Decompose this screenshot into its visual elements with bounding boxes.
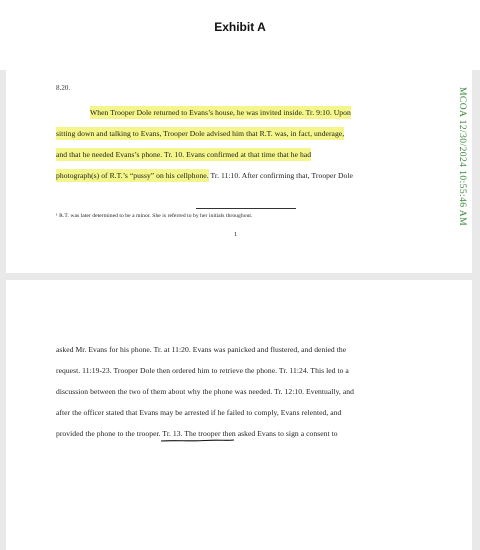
body-line-2 [56,129,344,138]
highlighted-text: sitting down and talking to Evans, Trooper Dole advised him that R.T. was, in fact, underage, [56,129,345,138]
body-line-2: request. 11:19-23. Trooper Dole then ordered him to retrieve the phone. Tr. 11:24. This led to a [56,366,349,375]
highlighted-text: When Trooper Dole returned to Evans’s house, he was invited inside. Tr. 9:10. Upon [90,108,351,117]
ink-underline-mark [160,436,235,444]
filing-stamp: MCOA 12/30/2024 10:55:46 AM [457,87,468,226]
body-line-4: after the officer stated that Evans may be arrested if he failed to comply, Evans relented, and [56,408,342,417]
body-line-1 [90,108,351,117]
document-page-1 [6,70,472,273]
document-page-2 [6,280,472,550]
body-line-5: provided the phone to the trooper. Tr. 13. The trooper then asked Evans to sign a consent to [56,429,338,438]
exhibit-title: Exhibit A [214,20,266,34]
body-line-1: asked Mr. Evans for his phone. Tr. at 11:20. Evans was panicked and flustered, and denied the [56,345,347,354]
footnote-divider [196,208,296,209]
page-number: 1 [234,231,238,238]
highlighted-text: photograph(s) of R.T.’s “pussy” on his cellphone. [56,171,209,180]
body-line-4 [56,171,353,180]
footnote: ¹ R.T. was later determined to be a minor. She is referred to by her initials throughout. [56,213,253,219]
cutoff-text: 8.20. [56,84,71,92]
line-text: Tr. 11:10. After confirming that, Trooper Dole [208,171,353,180]
body-line-3 [56,150,311,159]
highlighted-text: and that he needed Evans’s phone. Tr. 10. Evans confirmed at that time that he had [56,150,312,159]
body-line-3: discussion between the two of them about why the phone was needed. Tr. 12:10. Eventually, and [56,387,354,396]
